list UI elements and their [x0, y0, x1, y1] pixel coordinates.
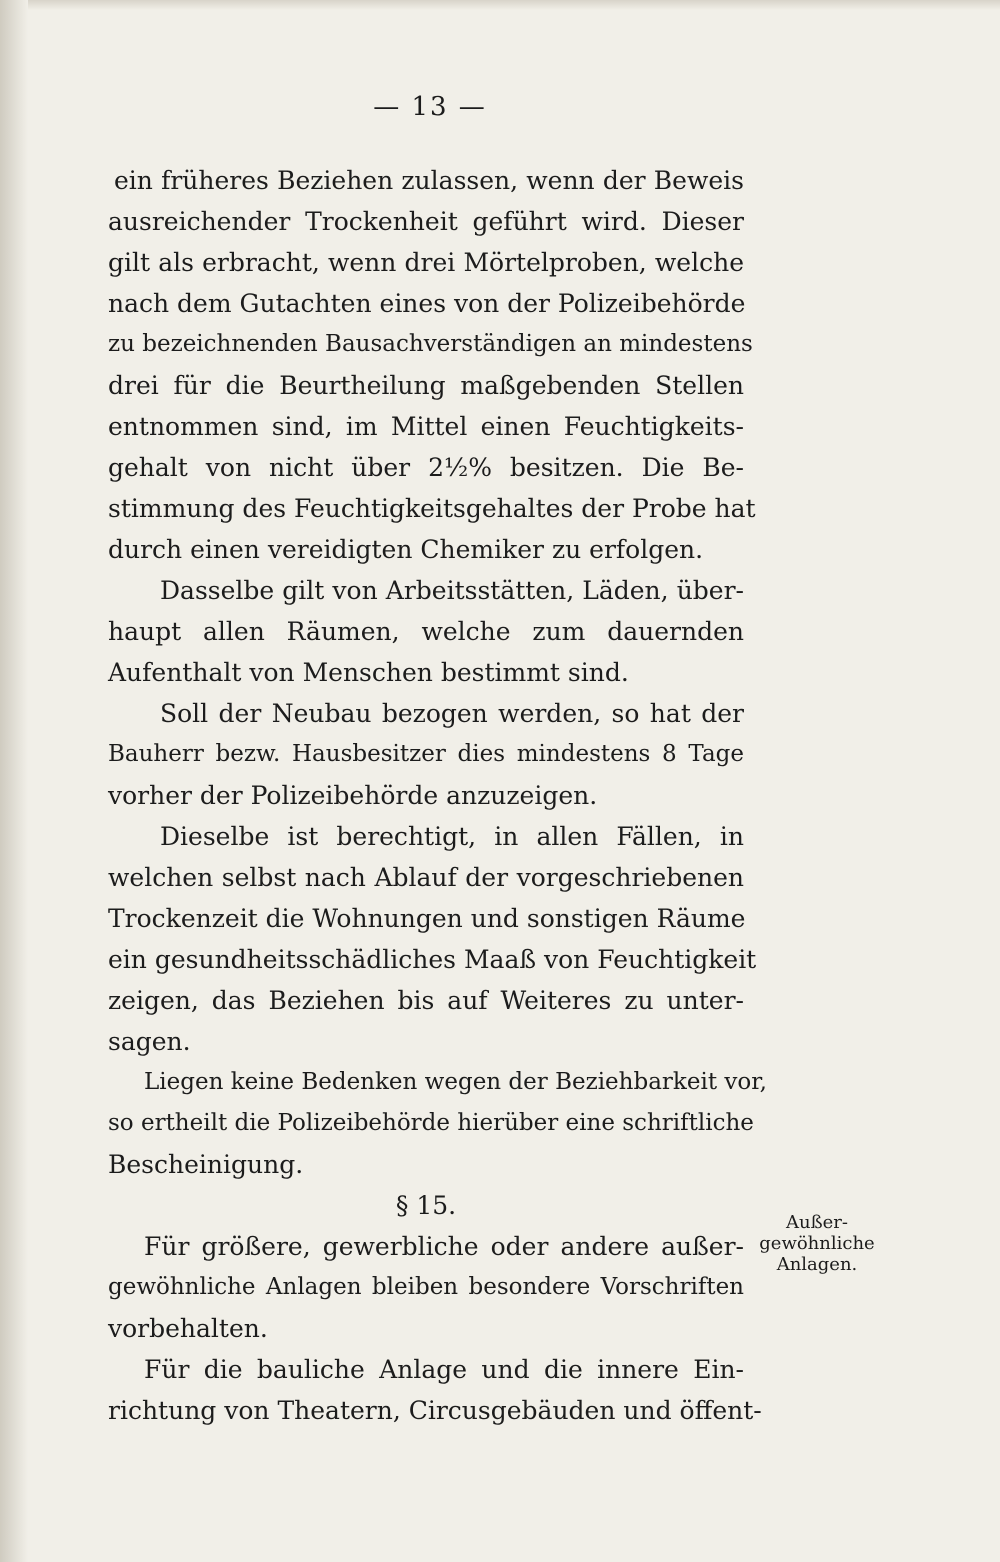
- page-number: — 13 —: [373, 92, 487, 122]
- text-line: Für die bauliche Anlage und die innere Ein-: [144, 1355, 744, 1384]
- text-line: Bauherr bezw. Hausbesitzer dies mindestens 8 Tage: [108, 741, 744, 767]
- text-line: Dasselbe gilt von Arbeitsstätten, Läden, über-: [160, 576, 744, 605]
- text-line: gewöhnliche Anlagen bleiben besondere Vorschriften: [108, 1274, 744, 1300]
- text-line: ein früheres Beziehen zulassen, wenn der Beweis: [114, 166, 744, 195]
- section-heading: § 15.: [395, 1191, 457, 1220]
- text-line: welchen selbst nach Ablauf der vorgeschriebenen: [108, 863, 744, 892]
- text-line: Bescheinigung.: [108, 1150, 304, 1179]
- text-line: Dieselbe ist berechtigt, in allen Fällen, in: [160, 822, 744, 851]
- margin-note-line: Anlagen.: [776, 1254, 858, 1275]
- text-line: Trockenzeit die Wohnungen und sonstigen Räume: [108, 904, 746, 933]
- text-line: sagen.: [108, 1027, 191, 1056]
- body-text: [108, 160, 767, 1431]
- page-edge-left: [0, 0, 28, 1562]
- text-line: entnommen sind, im Mittel einen Feuchtigkeits-: [108, 412, 744, 441]
- text-line: so ertheilt die Polizeibehörde hierüber eine schriftliche: [108, 1110, 754, 1136]
- text-line: ausreichender Trockenheit geführt wird. Dieser: [108, 207, 744, 236]
- text-line: vorher der Polizeibehörde anzuzeigen.: [108, 781, 598, 810]
- margin-note-line: Außer-: [786, 1212, 848, 1233]
- margin-note-line: gewöhnliche: [759, 1233, 875, 1254]
- text-line: durch einen vereidigten Chemiker zu erfolgen.: [108, 535, 704, 564]
- text-line: drei für die Beurtheilung maßgebenden Stellen: [108, 371, 744, 400]
- text-line: stimmung des Feuchtigkeitsgehaltes der Probe hat: [108, 494, 756, 523]
- text-line: richtung von Theatern, Circusgebäuden und öffent-: [108, 1396, 762, 1425]
- text-line: Für größere, gewerbliche oder andere außer-: [144, 1232, 744, 1261]
- text-line: gilt als erbracht, wenn drei Mörtelproben, welche: [108, 248, 744, 277]
- text-line: haupt allen Räumen, welche zum dauernden: [108, 617, 744, 646]
- text-line: zu bezeichnenden Bausachverständigen an mindestens: [108, 331, 753, 357]
- page-edge-top: [0, 0, 1000, 10]
- text-line: Soll der Neubau bezogen werden, so hat der: [160, 699, 744, 728]
- text-line: zeigen, das Beziehen bis auf Weiteres zu unter-: [108, 986, 744, 1015]
- text-line: ein gesundheitsschädliches Maaß von Feuchtigkeit: [108, 945, 757, 974]
- text-line: Aufenthalt von Menschen bestimmt sind.: [108, 658, 629, 687]
- margin-note: [752, 1212, 882, 1275]
- text-line: Liegen keine Bedenken wegen der Beziehbarkeit vor,: [144, 1069, 767, 1095]
- text-line: vorbehalten.: [108, 1314, 268, 1343]
- text-line: gehalt von nicht über 2½% besitzen. Die Be-: [108, 453, 744, 482]
- text-line: nach dem Gutachten eines von der Polizeibehörde: [108, 289, 746, 318]
